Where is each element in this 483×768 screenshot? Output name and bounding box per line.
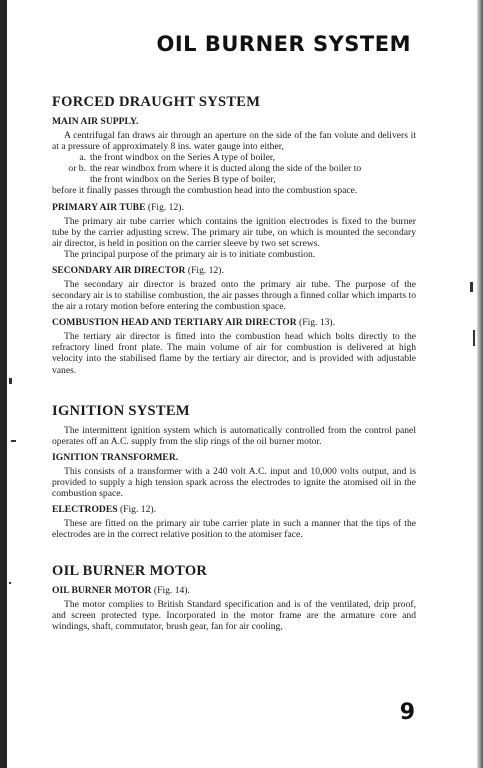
paragraph-main-air-closing: before it finally passes through the combustion head into the combustion space. bbox=[52, 185, 358, 197]
list-item-continuation: the front windbox on the Series B type of boiler, bbox=[90, 174, 276, 186]
figure-reference: (Fig. 13). bbox=[299, 317, 336, 329]
list-text: the rear windbox from where it is ducted along the side of the boiler to bbox=[90, 163, 362, 175]
section-title-ignition-system: IGNITION SYSTEM bbox=[52, 402, 190, 419]
paragraph-combustion-head: The tertiary air director is fitted into the combustion head which bolts directly to the refractory lined front plate. The main volume of air for combustion is delivered at high velocity into the stabilised flame by the tertiary air director, and is provided with adjustable vanes. bbox=[52, 331, 416, 376]
subheading-oil-burner-motor: OIL BURNER MOTOR (Fig. 14). bbox=[52, 585, 190, 597]
subheading-combustion-head: COMBUSTION HEAD AND TERTIARY AIR DIRECTOR (Fig. 13). bbox=[52, 317, 336, 329]
subheading-main-air-supply: MAIN AIR SUPPLY. bbox=[52, 116, 139, 127]
scan-speck bbox=[473, 330, 475, 346]
paragraph-oil-burner-motor: The motor complies to British Standard specification and is of the ventilated, drip proof, and screen protected type. Incorporated in the motor frame are the armature core and windings, shaft, commutator, brush gear, fan for air cooling, bbox=[52, 599, 416, 633]
subheading-ignition-transformer: IGNITION TRANSFORMER. bbox=[52, 451, 179, 463]
list-item bbox=[52, 152, 416, 163]
paragraph-primary-air-2: The principal purpose of the primary air is to initiate combustion. bbox=[64, 248, 316, 260]
page-body bbox=[52, 94, 416, 638]
paragraph-secondary-air: The secondary air director is brazed onto the primary air tube. The purpose of the secondary air is to stabilise combustion, the air passes through a finned collar which imparts to the air a rotary motion before entering the combustion space. bbox=[52, 278, 416, 313]
page-header-title: OIL BURNER SYSTEM bbox=[156, 32, 411, 56]
scan-speck bbox=[9, 582, 11, 584]
list-item bbox=[52, 163, 416, 174]
subheading-primary-air-tube: PRIMARY AIR TUBE (Fig. 12). bbox=[52, 201, 184, 213]
list-marker: or b. bbox=[68, 163, 86, 175]
paragraph-primary-air-1: The primary air tube carrier which contains the ignition electrodes is fixed to the burner tube by the carrier adjusting screw. The primary air tube, on which is mounted the secondary air director, is held in position on the carrier sleeve by two set screws. bbox=[52, 215, 416, 249]
windbox-list bbox=[52, 152, 416, 185]
scan-speck bbox=[9, 378, 12, 384]
figure-reference: (Fig. 12). bbox=[147, 201, 184, 213]
paragraph-main-air-intro: A centrifugal fan draws air through an aperture on the side of the fan volute and delivers it at a pressure of approximately 8 ins. water gauge into either, bbox=[52, 130, 416, 153]
scan-speck bbox=[470, 282, 473, 292]
scan-edge-left bbox=[0, 0, 7, 768]
paragraph-ignition-intro: The intermittent ignition system which is automatically controlled from the control panel operates off an A.C. supply from the slip rings of the oil burner motor. bbox=[52, 424, 416, 447]
list-text: the front windbox on the Series A type of boiler, bbox=[90, 152, 276, 164]
subheading-electrodes: ELECTRODES (Fig. 12). bbox=[52, 504, 156, 516]
page-number: 9 bbox=[399, 700, 415, 725]
subheading-secondary-air-director: SECONDARY AIR DIRECTOR (Fig. 12). bbox=[52, 264, 224, 276]
figure-reference: (Fig. 12). bbox=[119, 504, 156, 516]
paragraph-ignition-transformer: This consists of a transformer with a 240 volt A.C. input and 10,000 volts output, and is provided to supply a high tension spark across the electrodes to ignite the atomised oil in the combustion space. bbox=[52, 465, 416, 499]
scan-speck bbox=[11, 440, 16, 442]
figure-reference: (Fig. 14). bbox=[153, 585, 190, 597]
scan-edge-right bbox=[477, 0, 483, 768]
figure-reference: (Fig. 12). bbox=[187, 264, 224, 276]
list-marker: a. bbox=[79, 152, 86, 164]
paragraph-electrodes: These are fitted on the primary air tube carrier plate in such a manner that the tips of the electrodes are in the correct relative position to the atomiser face. bbox=[52, 518, 416, 541]
section-title-forced-draught: FORCED DRAUGHT SYSTEM bbox=[52, 94, 261, 110]
section-title-oil-burner-motor: OIL BURNER MOTOR bbox=[52, 563, 208, 580]
